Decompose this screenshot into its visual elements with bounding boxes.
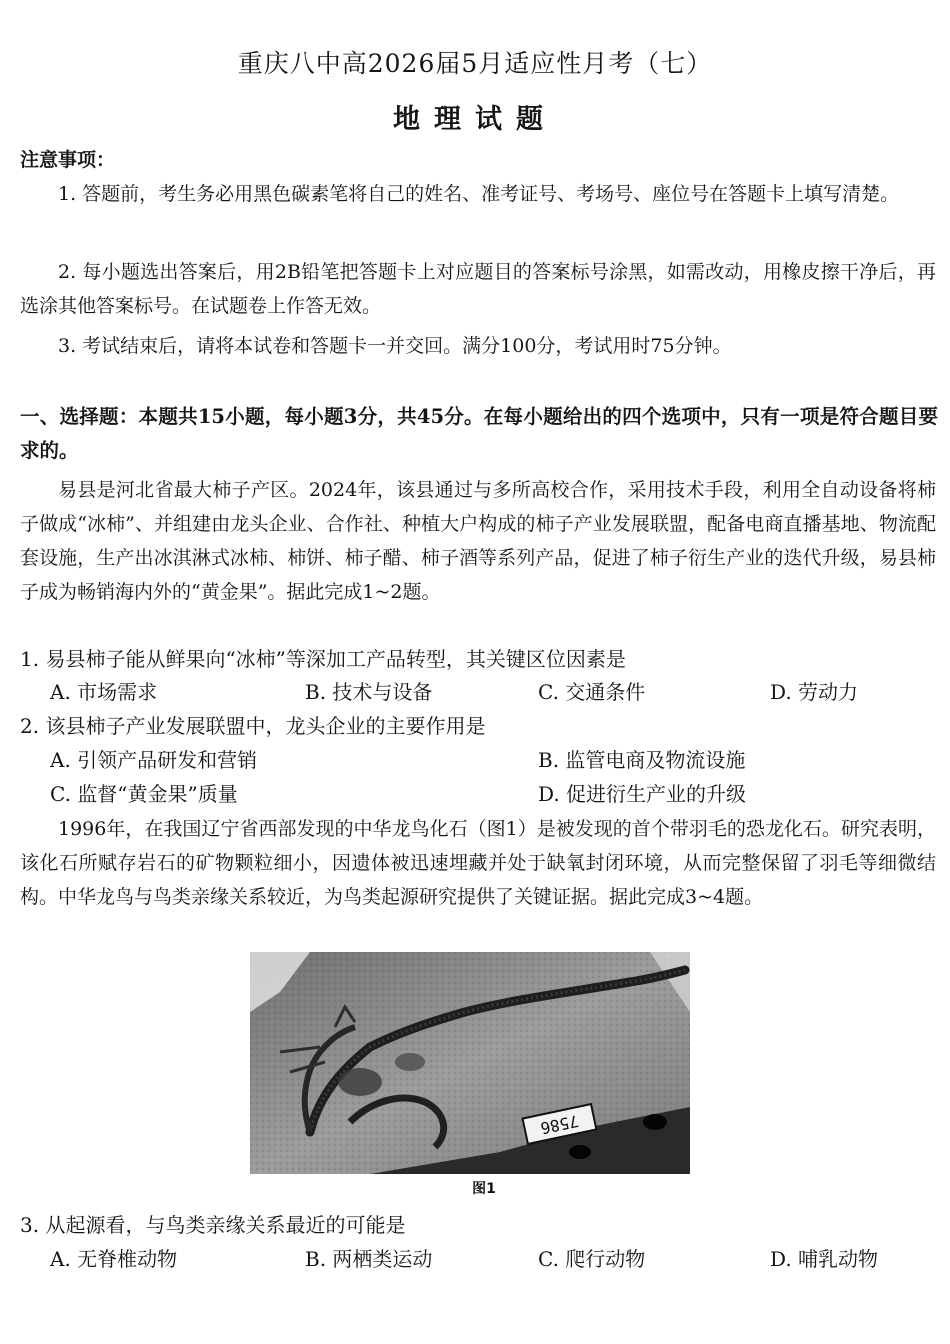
figure-caption: 图1 xyxy=(472,1181,496,1197)
question-2-option-a: A. 引领产品研发和营销 xyxy=(50,748,258,772)
question-2-option-b: B. 监管电商及物流设施 xyxy=(538,748,746,772)
notice-heading: 注意事项： xyxy=(20,149,116,171)
question-3-option-c: C. 爬行动物 xyxy=(538,1247,646,1271)
question-3-stem: 3. 从起源看，与鸟类亲缘关系最近的可能是 xyxy=(20,1213,406,1237)
fossil-photo xyxy=(250,952,690,1174)
question-1-stem: 1. 易县柿子能从鲜果向“冰柿”等深加工产品转型，其关键区位因素是 xyxy=(20,647,626,671)
question-2-option-c: C. 监督“黄金果”质量 xyxy=(50,782,238,806)
passage-persimmon: 易县是河北省最大柿子产区。2024年，该县通过与多所高校合作，采用技术手段，利用全自动设备将柿子做成“冰柿”、并组建由龙头企业、合作社、种植大户构成的柿子产业发展联盟，配备电商直播基地、物流配套设施，生产出冰淇淋式冰柿、柿饼、柿子醋、柿子酒等系列产品，促进了柿子衍生产业的迭代升级，易县柿子成为畅销海内外的“黄金果”。据此完成1~2题。 xyxy=(20,479,936,603)
question-1-option-a: A. 市场需求 xyxy=(50,680,158,704)
question-3-option-a: A. 无脊椎动物 xyxy=(50,1247,178,1271)
question-3-option-b: B. 两栖类运动 xyxy=(305,1247,433,1271)
question-2-option-d: D. 促进衍生产业的升级 xyxy=(538,782,747,806)
question-1-option-c: C. 交通条件 xyxy=(538,680,646,704)
question-2-stem: 2. 该县柿子产业发展联盟中，龙头企业的主要作用是 xyxy=(20,714,486,738)
passage-fossil: 1996年，在我国辽宁省西部发现的中华龙鸟化石（图1）是被发现的首个带羽毛的恐龙化石。研究表明，该化石所赋存岩石的矿物颗粒细小，因遗体被迅速埋藏并处于缺氧封闭环境，从而完整保留了羽毛等细微结构。中华龙鸟与鸟类亲缘关系较近，为鸟类起源研究提供了关键证据。据此完成3~4题。 xyxy=(20,818,936,908)
notice-item-2: 2. 每小题选出答案后，用2B铅笔把答题卡上对应题目的答案标号涂黑，如需改动，用橡皮擦干净后，再选涂其他答案标号。在试题卷上作答无效。 xyxy=(20,261,936,317)
specimen-label: 7586 xyxy=(538,1111,581,1138)
notice-item-3: 3. 考试结束后，请将本试卷和答题卡一并交回。满分100分，考试用时75分钟。 xyxy=(58,335,732,357)
question-3-option-d: D. 哺乳动物 xyxy=(770,1247,879,1271)
subject-title: 地理试题 xyxy=(393,104,557,135)
question-1-option-d: D. 劳动力 xyxy=(770,680,859,704)
exam-title: 重庆八中高2026届5月适应性月考（七） xyxy=(237,49,713,78)
section-heading: 一、选择题：本题共15小题，每小题3分，共45分。在每小题给出的四个选项中，只有一项是符合题目要求的。 xyxy=(20,405,938,462)
notice-item-1: 1. 答题前，考生务必用黑色碳素笔将自己的姓名、准考证号、考场号、座位号在答题卡上填写清楚。 xyxy=(58,183,900,205)
question-1-option-b: B. 技术与设备 xyxy=(305,680,433,704)
